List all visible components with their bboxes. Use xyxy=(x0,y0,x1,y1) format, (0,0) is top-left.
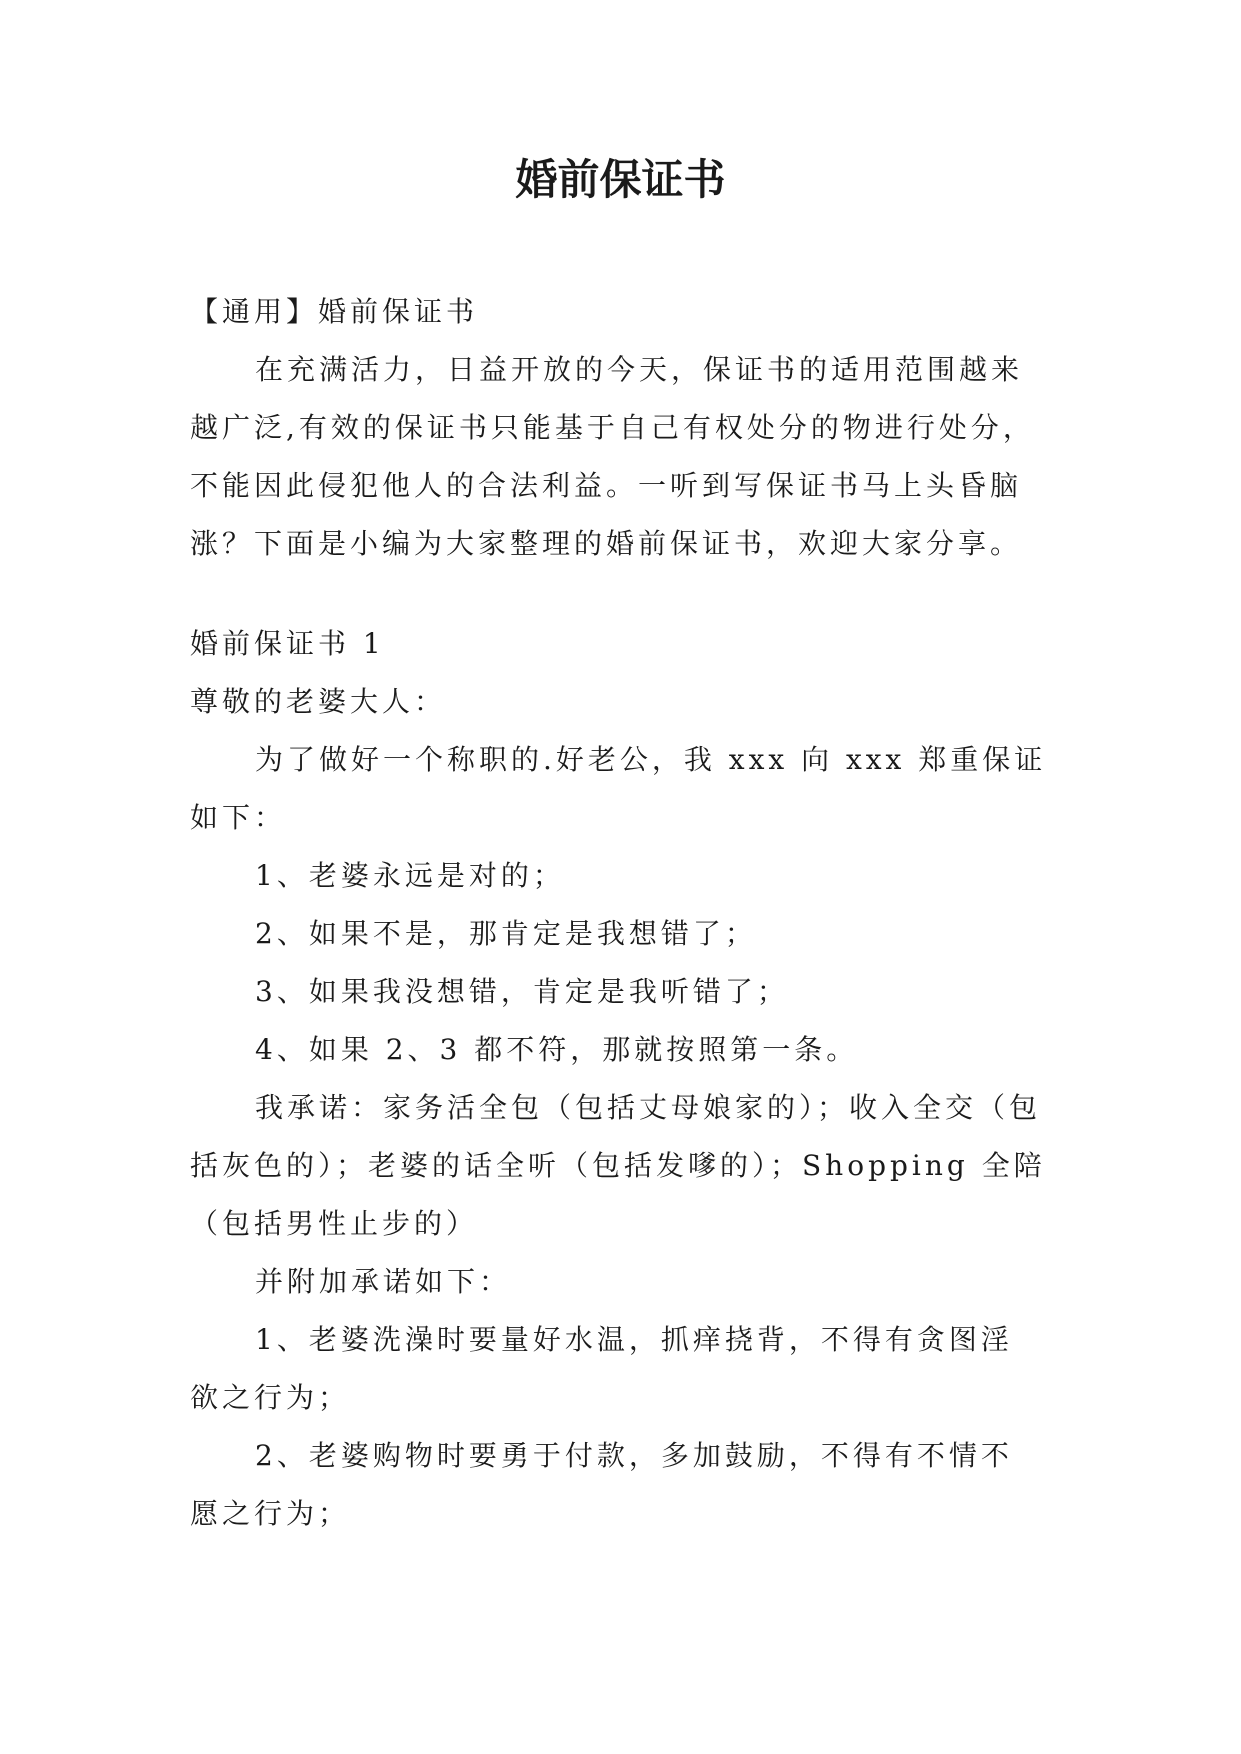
rule-item: 3、如果我没想错，肯定是我听错了； xyxy=(255,975,789,1008)
intro-paragraph-line: 涨？下面是小编为大家整理的婚前保证书，欢迎大家分享。 xyxy=(190,527,1023,560)
additional-item-line: 1、老婆洗澡时要量好水温，抓痒挠背，不得有贪图淫 xyxy=(255,1323,1013,1356)
additional-item-line: 愿之行为； xyxy=(190,1497,351,1530)
additional-item-line: 欲之行为； xyxy=(190,1381,351,1414)
promise-line: 我承诺：家务活全包（包括丈母娘家的）；收入全交（包 xyxy=(255,1091,1042,1124)
rule-item: 4、如果 2、3 都不符，那就按照第一条。 xyxy=(255,1033,859,1066)
intro-paragraph-line: 不能因此侵犯他人的合法利益。一听到写保证书马上头昏脑 xyxy=(190,469,1023,502)
intro-paragraph-line: 越广泛,有效的保证书只能基于自己有权处分的物进行处分， xyxy=(190,411,1035,444)
paragraph-gap xyxy=(190,573,1060,615)
document-title: 婚前保证书 xyxy=(515,155,726,204)
promise-line: 括灰色的）；老婆的话全听（包括发嗲的）；Shopping 全陪 xyxy=(190,1149,1046,1182)
rule-item: 1、老婆永远是对的； xyxy=(255,859,565,892)
document-body xyxy=(190,283,1060,1543)
additional-intro: 并附加承诺如下： xyxy=(255,1265,512,1298)
heading-line: 【通用】婚前保证书 xyxy=(190,295,479,328)
pledge-line: 如下： xyxy=(190,801,287,834)
rule-item: 2、如果不是，那肯定是我想错了； xyxy=(255,917,757,950)
section-title: 婚前保证书 1 xyxy=(190,627,385,660)
pledge-line: 为了做好一个称职的.好老公，我 xxx 向 xxx 郑重保证 xyxy=(255,743,1047,776)
promise-line: （包括男性止步的） xyxy=(190,1207,479,1240)
additional-item-line: 2、老婆购物时要勇于付款，多加鼓励，不得有不情不 xyxy=(255,1439,1013,1472)
intro-paragraph-line: 在充满活力，日益开放的今天，保证书的适用范围越来 xyxy=(255,353,1024,386)
salutation: 尊敬的老婆大人： xyxy=(190,685,447,718)
